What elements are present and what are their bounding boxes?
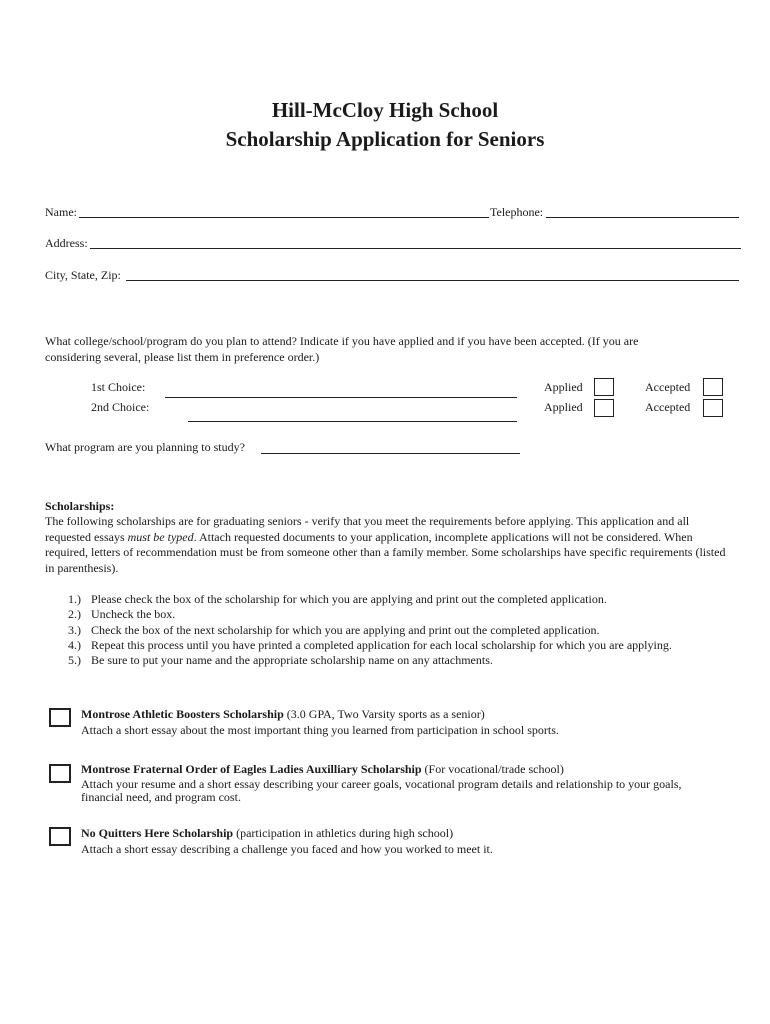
telephone-label: Telephone: — [490, 205, 544, 219]
first-applied-checkbox[interactable] — [594, 378, 614, 396]
intro-emphasis: must be typed — [127, 529, 194, 544]
scholarship-requirement: (participation in athletics during high school) — [233, 826, 454, 840]
scholarship-requirement: (For vocational/trade school) — [421, 762, 564, 776]
step-text: Uncheck the box. — [91, 607, 176, 622]
scholarship-name: Montrose Fraternal Order of Eagles Ladies Auxilliary Scholarship — [81, 762, 422, 776]
scholarship-description: Attach your resume and a short essay describing your career goals, vocational program details and relationship to your goals, financial need, and program cost. — [81, 776, 682, 804]
second-applied-label: Applied — [544, 400, 583, 414]
first-applied-label: Applied — [544, 380, 583, 394]
program-question: What program are you planning to study? — [45, 440, 245, 454]
second-choice-label: 2nd Choice: — [91, 400, 150, 414]
program-field[interactable] — [261, 453, 520, 454]
scholarship-item-athletic-boosters — [81, 707, 701, 738]
scholarship-name: Montrose Athletic Boosters Scholarship — [81, 707, 284, 721]
athletic-boosters-checkbox[interactable] — [49, 708, 71, 727]
scholarship-item-eagles-auxilliary — [81, 762, 691, 804]
first-choice-field[interactable] — [165, 397, 517, 398]
list-item — [45, 623, 745, 638]
first-accepted-checkbox[interactable] — [703, 378, 723, 396]
step-text: Be sure to put your name and the appropriate scholarship name on any attachments. — [91, 653, 493, 668]
city-state-zip-label: City, State, Zip: — [45, 268, 121, 282]
second-choice-field[interactable] — [188, 421, 517, 422]
college-question: What college/school/program do you plan to attend? Indicate if you have applied and if you have been accepted. (If you are considering several, please list them in preference order.) — [45, 334, 639, 364]
name-label: Name: — [45, 205, 77, 219]
list-item — [45, 638, 745, 653]
step-text: Please check the box of the scholarship for which you are applying and print out the completed application. — [91, 592, 607, 606]
scholarship-description: Attach a short essay about the most important thing you learned from participation in school sports. — [81, 722, 559, 737]
scholarships-heading: Scholarships: — [45, 499, 115, 513]
step-number: 1.) — [68, 592, 81, 606]
school-name: Hill-McCloy High School — [271, 98, 499, 122]
scholarship-requirement: (3.0 GPA, Two Varsity sports as a senior) — [283, 707, 485, 721]
step-number: 2.) — [68, 607, 81, 622]
second-accepted-label: Accepted — [645, 400, 691, 414]
scholarship-name: No Quitters Here Scholarship — [81, 826, 234, 840]
step-number: 5.) — [68, 653, 81, 668]
step-number: 4.) — [68, 637, 81, 652]
step-text: Check the box of the next scholarship for which you are applying and print out the completed application. — [91, 622, 600, 637]
telephone-field[interactable] — [546, 217, 739, 218]
scholarship-description: Attach a short essay describing a challenge you faced and how you worked to meet it. — [81, 841, 493, 856]
scholarship-item-no-quitters — [81, 826, 701, 857]
list-item — [45, 592, 745, 607]
intro-text: The following scholarships are for graduating seniors - verify that you meet the requirements before applying. This application and all requested essays — [45, 514, 690, 544]
scholarships-intro — [45, 514, 730, 576]
no-quitters-checkbox[interactable] — [49, 827, 71, 846]
list-item — [45, 653, 745, 668]
instruction-list — [45, 592, 745, 668]
name-field[interactable] — [79, 217, 489, 218]
eagles-auxilliary-checkbox[interactable] — [49, 764, 71, 783]
form-title: Scholarship Application for Seniors — [225, 127, 545, 151]
step-number: 3.) — [68, 622, 81, 637]
intro-text-cont: . Attach requested documents to your application, incomplete applications will not be considered. When required, letters of recommendation must be from someone other than a family member. Some scholarships have specific requirements (listed in parenthesis). — [45, 529, 726, 575]
first-accepted-label: Accepted — [645, 380, 691, 394]
second-accepted-checkbox[interactable] — [703, 399, 723, 417]
address-field[interactable] — [90, 248, 741, 249]
step-text: Repeat this process until you have printed a completed application for each local scholarship for which you are applying. — [91, 637, 672, 652]
city-state-zip-field[interactable] — [126, 280, 739, 281]
list-item — [45, 607, 745, 622]
address-label: Address: — [45, 236, 88, 250]
second-applied-checkbox[interactable] — [594, 399, 614, 417]
first-choice-label: 1st Choice: — [91, 380, 146, 394]
